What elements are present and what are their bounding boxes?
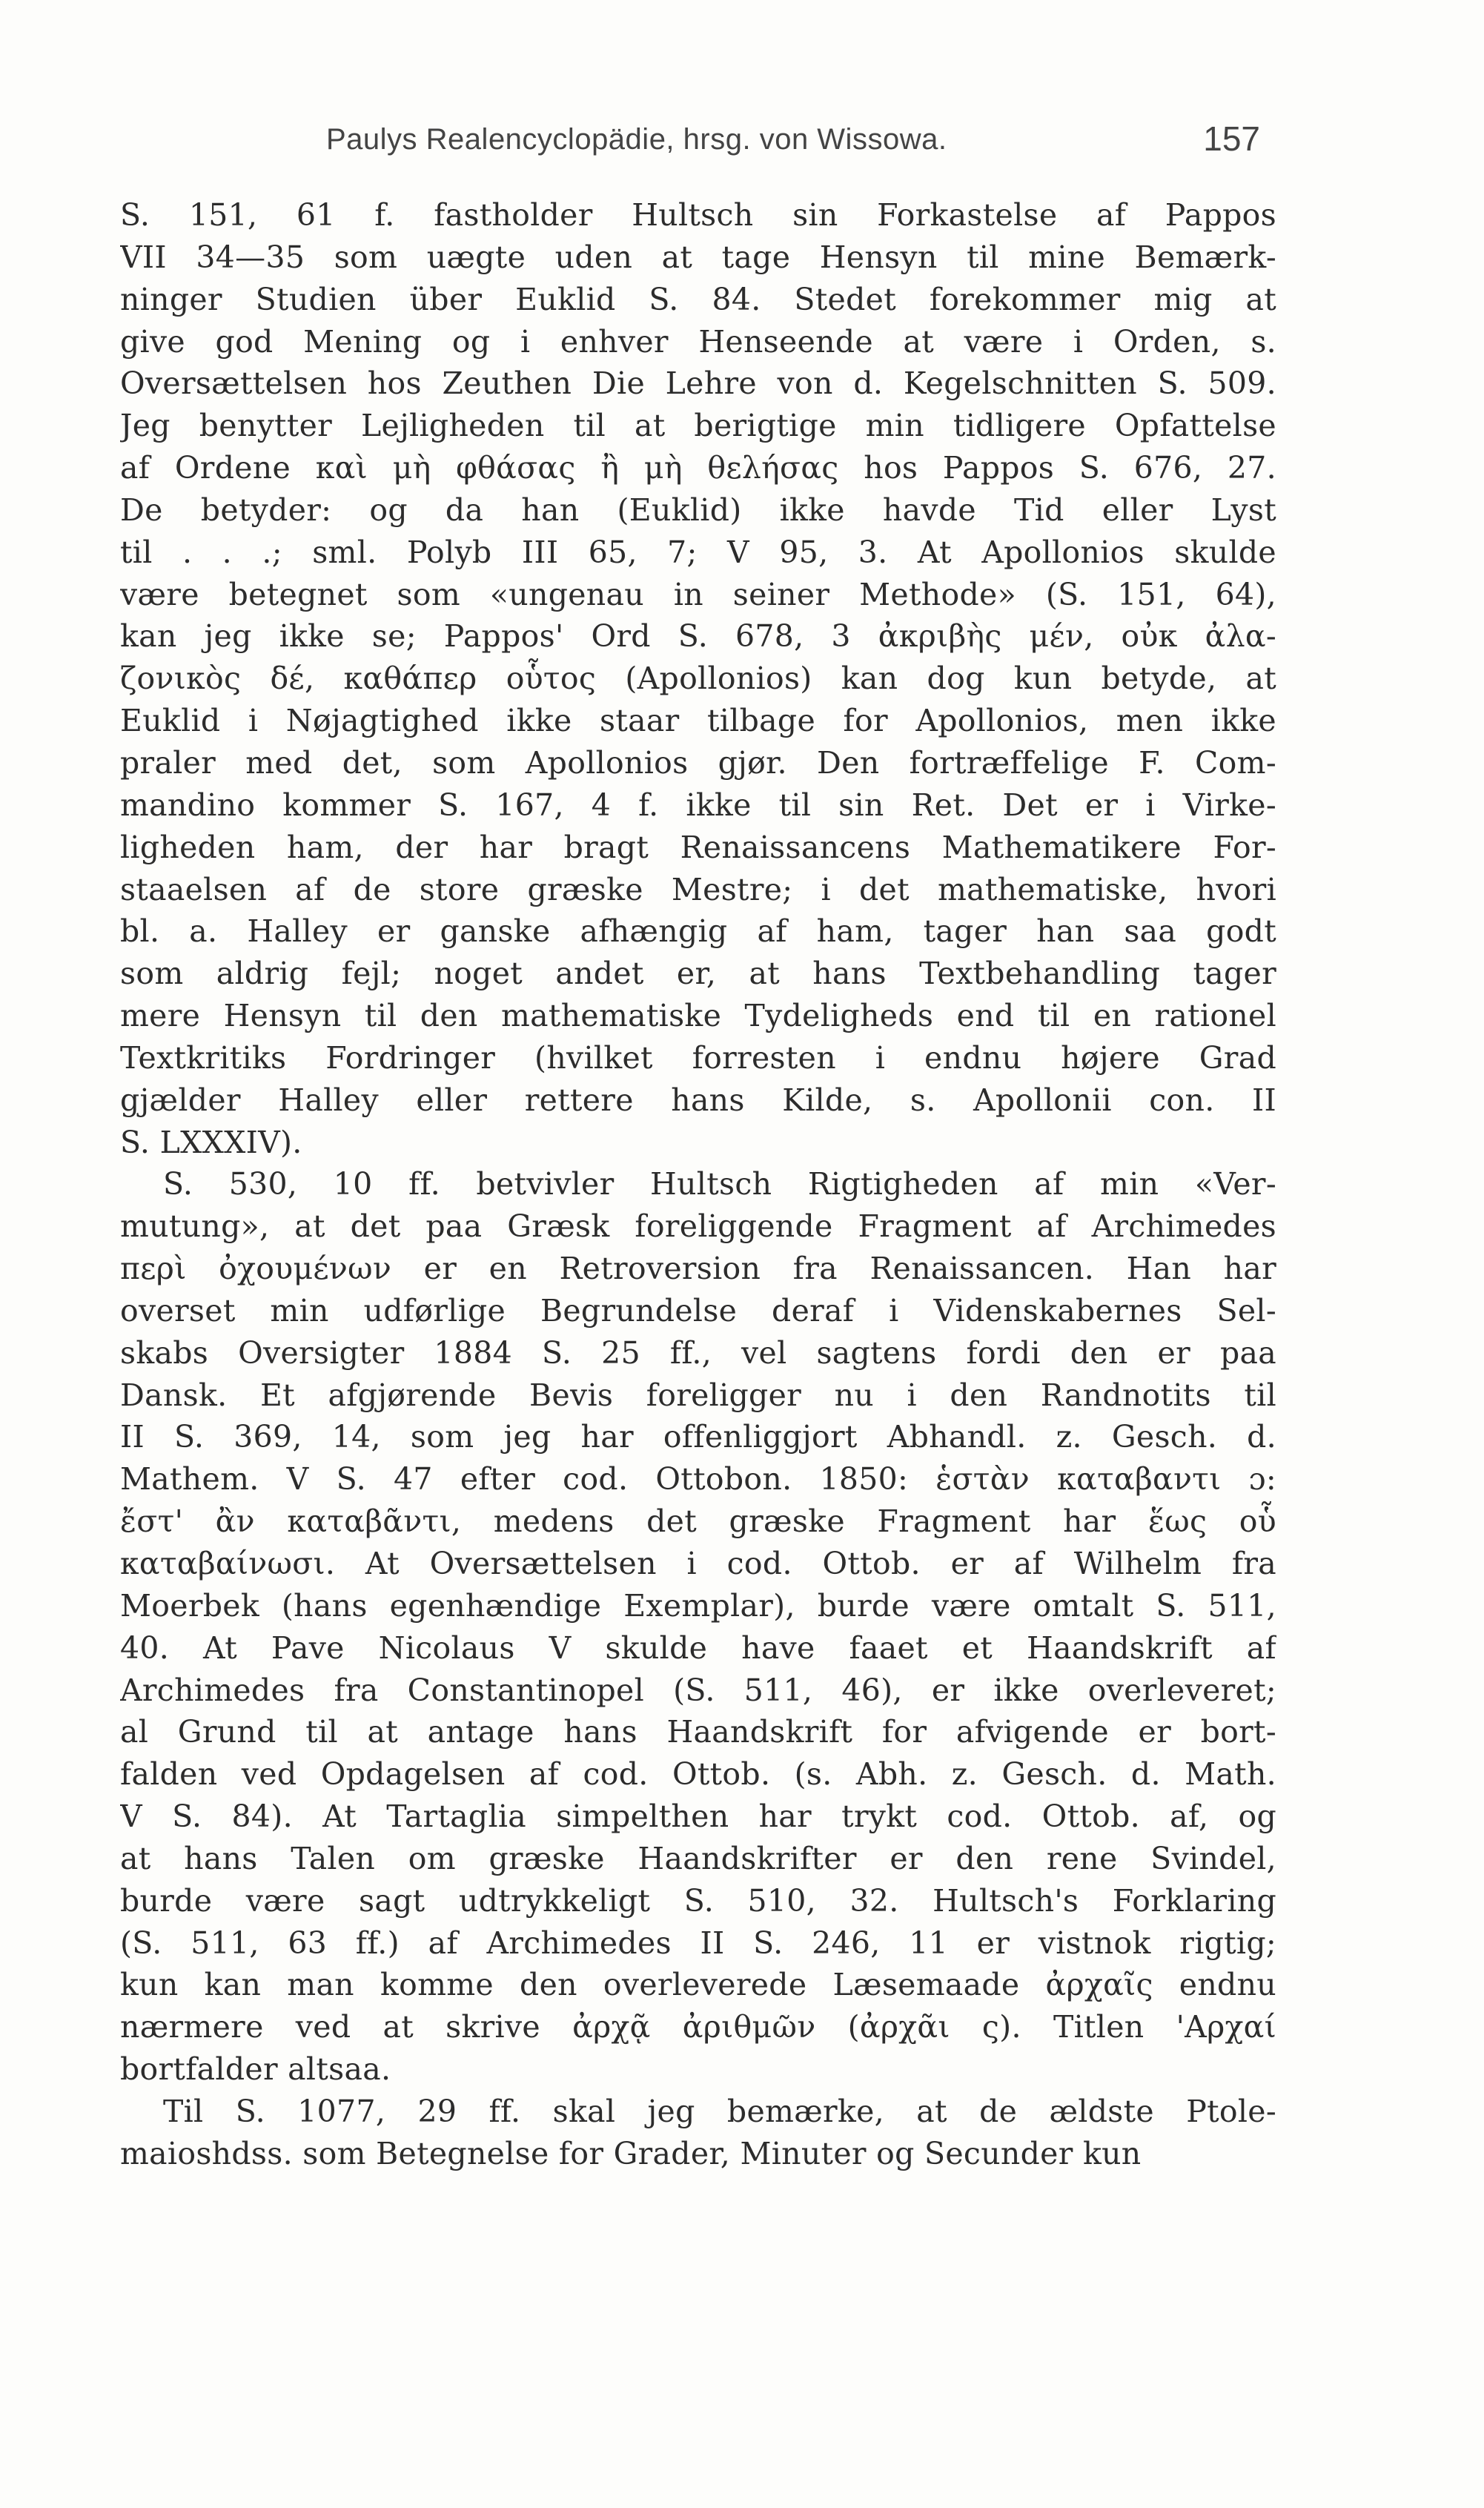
text-line: maioshdss. som Betegnelse for Grader, Minuter og Secunder kun [120, 2135, 1142, 2171]
text-line: ninger Studien über Euklid S. 84. Stedet forekommer mig at [120, 281, 1276, 317]
text-line: Dansk. Et afgjørende Bevis foreligger nu i den Randnotits til [120, 1377, 1276, 1413]
text-line: καταβαίνωσι. At Oversættelsen i cod. Ottob. er af Wilhelm fra [120, 1546, 1276, 1581]
text-line: mere Hensyn til den mathematiske Tydeligheds end til en rationel [120, 998, 1276, 1034]
text-line: Moerbek (hans egenhændige Exemplar), burde være omtalt S. 511, [120, 1587, 1276, 1624]
page-header [119, 119, 1260, 171]
text-line: Til S. 1077, 29 ff. skal jeg bemærke, at de ældste Ptole- [163, 2093, 1276, 2129]
text-line: bl. a. Halley er ganske afhængig af ham, tager han saa godt [120, 913, 1276, 950]
text-line: kun kan man komme den overleverede Læsemaade ἀρχαῖς endnu [120, 1967, 1276, 2003]
text-line: kan jeg ikke se; Pappos' Ord S. 678, 3 ἀκριβὴς μέν, οὐκ ἀλα- [120, 618, 1276, 655]
text-line: De betyder: og da han (Euklid) ikke havde Tid eller Lyst [120, 492, 1276, 528]
text-line: al Grund til at antage hans Haandskrift for afvigende er bort- [120, 1714, 1276, 1750]
text-line: Textkritiks Fordringer (hvilket forresten i endnu højere Grad [120, 1039, 1276, 1076]
text-line: til . . .; sml. Polyb III 65, 7; V 95, 3. At Apollonios skulde [120, 534, 1276, 570]
text-line: give god Mening og i enhver Henseende at være i Orden, s. [120, 323, 1276, 360]
text-line: Euklid i Nøjagtighed ikke staar tilbage for Apollonios, men ikke [120, 703, 1276, 739]
text-line: at hans Talen om græske Haandskrifter er den rene Svindel, [120, 1840, 1276, 1876]
text-line: S. 530, 10 ff. betvivler Hultsch Rigtigheden af min «Ver- [163, 1166, 1276, 1202]
text-line: Oversættelsen hos Zeuthen Die Lehre von d. Kegelschnitten S. 509. [120, 365, 1276, 402]
text-line: bortfalder altsaa. [120, 2051, 391, 2088]
text-line: 40. At Pave Nicolaus V skulde have faaet et Haandskrift af [120, 1629, 1276, 1666]
page-number: 157 [1203, 119, 1260, 158]
text-line: mutung», at det paa Græsk foreliggende Fragment af Archimedes [120, 1208, 1276, 1245]
text-line: staaelsen af de store græske Mestre; i det mathematiske, hvori [120, 871, 1276, 907]
text-line: II S. 369, 14, som jeg har offenliggjort Abhandl. z. Gesch. d. [120, 1419, 1276, 1455]
text-line: gjælder Halley eller rettere hans Kilde, s. Apollonii con. II [120, 1082, 1276, 1118]
text-line: Jeg benytter Lejligheden til at berigtige min tidligere Opfattelse [120, 408, 1276, 444]
text-line: Archimedes fra Constantinopel (S. 511, 46), er ikke overleveret; [120, 1672, 1276, 1708]
text-line: ἔστ' ἂν καταβᾶντι, medens det græske Fragment har ἕως οὗ [120, 1503, 1276, 1540]
text-line: skabs Oversigter 1884 S. 25 ff., vel sagtens fordi den er paa [120, 1334, 1276, 1371]
body-text [120, 194, 1276, 2175]
text-line: Mathem. V S. 47 efter cod. Ottobon. 1850: ἑστὰν καταβαντι ɔ: [120, 1461, 1276, 1498]
text-line: περὶ ὀχουμένων er en Retroversion fra Renaissancen. Han har [120, 1251, 1276, 1287]
text-line: falden ved Opdagelsen af cod. Ottob. (s. Abh. z. Gesch. d. Math. [120, 1756, 1276, 1793]
text-line: S. LXXXIV). [120, 1124, 302, 1160]
text-line: ligheden ham, der har bragt Renaissancens Mathematikere For- [120, 829, 1276, 865]
text-line: VII 34—35 som uægte uden at tage Hensyn til mine Bemærk- [120, 239, 1276, 275]
text-line: burde være sagt udtrykkeligt S. 510, 32. Hultsch's Forklaring [120, 1882, 1276, 1919]
text-line: ζονικὸς δέ, καθάπερ οὗτος (Apollonios) kan dog kun betyde, at [120, 661, 1276, 697]
text-line: overset min udførlige Begrundelse deraf i Videnskabernes Sel- [120, 1292, 1276, 1329]
text-line: S. 151, 61 f. fastholder Hultsch sin Forkastelse af Pappos [120, 197, 1276, 233]
text-line: praler med det, som Apollonios gjør. Den fortræffelige F. Com- [120, 744, 1276, 781]
text-line: mandino kommer S. 167, 4 f. ikke til sin Ret. Det er i Virke- [120, 787, 1276, 823]
text-line: (S. 511, 63 ff.) af Archimedes II S. 246, 11 er vistnok rigtig; [120, 1925, 1276, 1961]
text-line: af Ordene καὶ μὴ φθάσας ἢ μὴ θελήσας hos Pappos S. 676, 27. [120, 450, 1276, 486]
text-line: som aldrig fejl; noget andet er, at hans Textbehandling tager [120, 956, 1276, 992]
running-title: Paulys Realencyclopädie, hrsg. von Wissowa. [326, 123, 947, 156]
text-line: V S. 84). At Tartaglia simpelthen har trykt cod. Ottob. af, og [120, 1799, 1276, 1835]
text-line: nærmere ved at skrive ἀρχᾷ ἀριθμῶν (ἀρχᾶι ς). Titlen 'Αρχαί [120, 2009, 1276, 2045]
text-line: være betegnet som «ungenau in seiner Methode» (S. 151, 64), [120, 576, 1276, 612]
